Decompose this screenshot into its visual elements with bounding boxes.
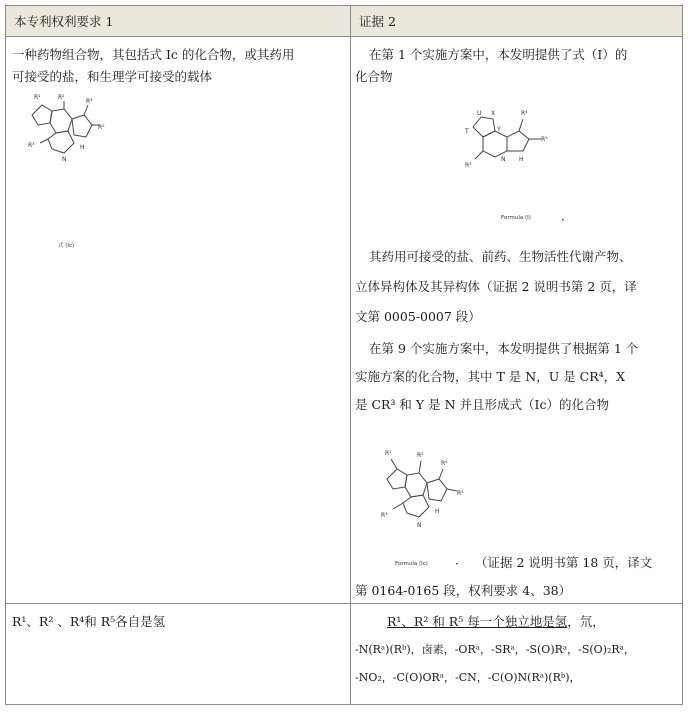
evidence-text-line: 在第 9 个实施方案中，本发明提供了根据第 1 个	[369, 341, 639, 356]
evidence-text-line	[387, 612, 605, 631]
evidence-text-line: 文第 0005-0007 段）	[355, 309, 481, 324]
mol-label: R¹	[34, 94, 41, 101]
formula-caption: Formula (I)	[501, 215, 531, 221]
mol-label: R⁴	[86, 98, 93, 105]
mol-label: R³	[28, 142, 35, 149]
formula-caption: Formula (Ic)	[395, 561, 428, 567]
mol-label: R³	[465, 162, 472, 169]
separator-dot: ·	[561, 213, 565, 227]
mol-label: H	[435, 508, 440, 515]
claim-text-line: 可接受的盐，和生理学可接受的载体	[12, 69, 213, 84]
evidence-text-line: 第 0164-0165 段，权利要求 4、38）	[355, 583, 572, 598]
mol-label: R³	[381, 512, 388, 519]
evidence-text-line: 实施方案的化合物，其中 T 是 N，U 是 CR⁴，X	[355, 369, 626, 384]
mol-label: N	[501, 156, 506, 163]
mol-label: R⁵	[98, 124, 105, 131]
formula-caption: 式 (Ic)	[58, 243, 75, 249]
mol-label: U	[477, 110, 482, 117]
formula-i-structure	[461, 105, 561, 185]
header-evidence: 证据 2	[351, 6, 683, 37]
claim-text-line: 一种药物组合物，其包括式 Ic 的化合物，或其药用	[12, 47, 295, 62]
evidence-cell	[351, 604, 683, 705]
evidence-text-line: （证据 2 说明书第 18 页，译文	[475, 555, 653, 570]
mol-label: H	[519, 156, 524, 163]
claim-cell	[6, 37, 351, 604]
evidence-text-line: 立体异构体及其异构体（证据 2 说明书第 2 页，译	[355, 279, 637, 294]
evidence-text-line: -NO₂，-C(O)ORᵃ，-CN，-C(O)N(Rᵃ)(Rᵇ)，	[355, 671, 581, 684]
formula-ic-structure	[371, 445, 471, 545]
evidence-text-line: 在第 1 个实施方案中，本发明提供了式（I）的	[369, 47, 628, 62]
table-row	[6, 37, 683, 604]
mol-label: X	[491, 110, 496, 117]
mol-label: R²	[58, 94, 65, 101]
evidence-text-line: 化合物	[355, 69, 393, 84]
mol-label: R¹	[385, 450, 392, 457]
mol-label: N	[417, 522, 422, 529]
evidence-text-line: 其药用可接受的盐、前药、生物活性代谢产物、	[369, 249, 632, 264]
table-row	[6, 604, 683, 705]
header-row	[6, 6, 683, 37]
mol-label: R⁵	[457, 490, 464, 497]
underlined-text: R¹、R² 和 R⁵ 每一个独立地是氢	[387, 614, 568, 629]
mol-label: R²	[417, 452, 424, 459]
evidence-text-line: 是 CR³ 和 Y 是 N 并且形成式（Ic）的化合物	[355, 397, 609, 412]
header-patent-claim: 本专利权利要求 1	[6, 6, 351, 37]
mol-label: Y	[497, 126, 501, 133]
mol-label: R⁵	[541, 136, 548, 143]
mol-label: R⁴	[521, 110, 528, 117]
mol-label: N	[62, 156, 67, 163]
evidence-cell	[351, 37, 683, 604]
separator-dot: ·	[455, 557, 459, 571]
claim-cell	[6, 604, 351, 705]
evidence-text-line: -N(Rᵃ)(Rᵇ)，卤素，-ORᵃ，-SRᵃ，-S(O)Rᵃ，-S(O)₂Rᵃ，	[355, 643, 635, 656]
text: ，氘，	[567, 614, 605, 629]
claim-text-line: R¹、R² 、R⁴和 R⁵各自是氢	[12, 614, 166, 629]
mol-label: H	[80, 144, 85, 151]
mol-label: T	[465, 128, 469, 135]
formula-ic-structure	[18, 91, 108, 176]
comparison-table	[5, 5, 683, 705]
mol-label: R⁴	[441, 460, 448, 467]
